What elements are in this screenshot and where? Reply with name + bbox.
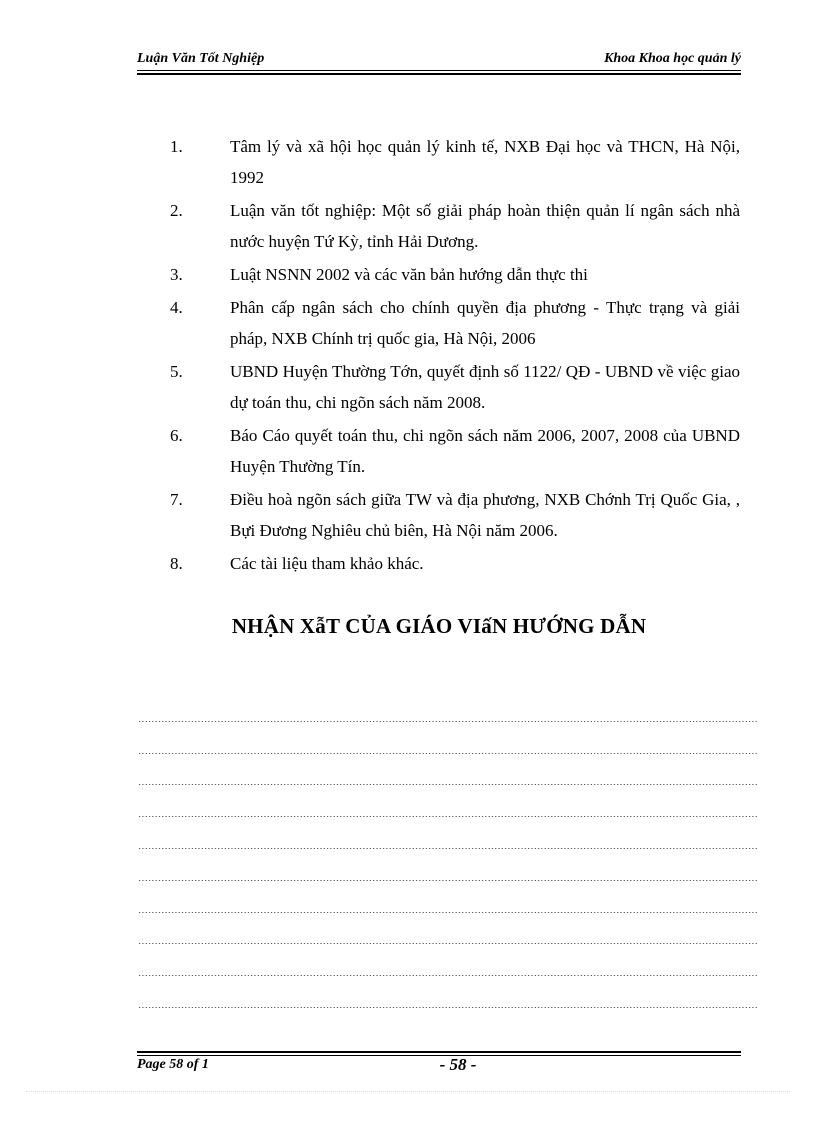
reference-number: 8.	[170, 554, 183, 573]
dotted-line	[138, 913, 758, 945]
footer-page-number: - 58 -	[439, 1055, 477, 1074]
header-right-text: Khoa Khoa học quản lý	[604, 51, 741, 66]
reference-item	[170, 484, 740, 546]
dotted-line	[138, 944, 758, 976]
reference-number: 4.	[170, 298, 183, 317]
header-rule-thick	[137, 73, 741, 75]
reference-item	[170, 259, 740, 290]
reference-item	[170, 548, 740, 579]
reference-number: 7.	[170, 490, 183, 509]
reference-item	[170, 420, 740, 482]
reference-text: Luật NSNN 2002 và các văn bản hướng dẫn thực thi	[230, 265, 588, 284]
reference-text: Điều hoà ngõn sách giữa TW và địa phương, NXB Chớnh Trị Quốc Gia, , Bựi Đương Nghiêu chủ biên, Hà Nội năm 2006.	[230, 490, 740, 540]
dotted-line	[138, 976, 758, 1008]
dotted-line	[138, 785, 758, 817]
page-boundary	[26, 1091, 790, 1093]
reference-text: Tâm lý và xã hội học quản lý kinh tế, NXB Đại học và THCN, Hà Nội, 1992	[230, 137, 740, 187]
reference-number: 3.	[170, 265, 183, 284]
comment-lines	[138, 690, 758, 1008]
reference-item	[170, 131, 740, 193]
dotted-line	[138, 817, 758, 849]
header-rule	[137, 70, 741, 71]
dotted-line	[138, 722, 758, 754]
header-left-text: Luận Văn Tốt Nghiệp	[137, 51, 265, 66]
reference-text: Báo Cáo quyết toán thu, chi ngõn sách năm 2006, 2007, 2008 của UBND Huyện Thường Tín.	[230, 426, 740, 476]
reference-list	[170, 131, 740, 581]
footer-page-label: Page 58 of 1	[137, 1057, 209, 1072]
dotted-line	[138, 881, 758, 913]
reference-number: 6.	[170, 426, 183, 445]
reference-text: Phân cấp ngân sách cho chính quyền địa phương - Thực trạng và giải pháp, NXB Chính trị quốc gia, Hà Nội, 2006	[230, 298, 740, 348]
reference-item	[170, 356, 740, 418]
dotted-line	[138, 754, 758, 786]
reference-text: Các tài liệu tham khảo khác.	[230, 554, 424, 573]
reference-item	[170, 195, 740, 257]
reference-number: 2.	[170, 201, 183, 220]
footer-rule-thick	[137, 1051, 741, 1053]
dotted-line	[138, 849, 758, 881]
reference-number: 5.	[170, 362, 183, 381]
dotted-line	[138, 690, 758, 722]
reference-number: 1.	[170, 137, 183, 156]
reference-item	[170, 292, 740, 354]
reference-text: UBND Huyện Thường Tớn, quyết định số 1122/ QĐ - UBND về việc giao dự toán thu, chi ngõn sách năm 2008.	[230, 362, 740, 412]
reference-text: Luận văn tốt nghiệp: Một số giải pháp hoàn thiện quản lí ngân sách nhà nước huyện Tứ Kỳ, tỉnh Hải Dương.	[230, 201, 740, 251]
section-title: NHẬN XẫT CỦA GIÁO VIấN HƯỚNG DẪN	[231, 614, 647, 638]
